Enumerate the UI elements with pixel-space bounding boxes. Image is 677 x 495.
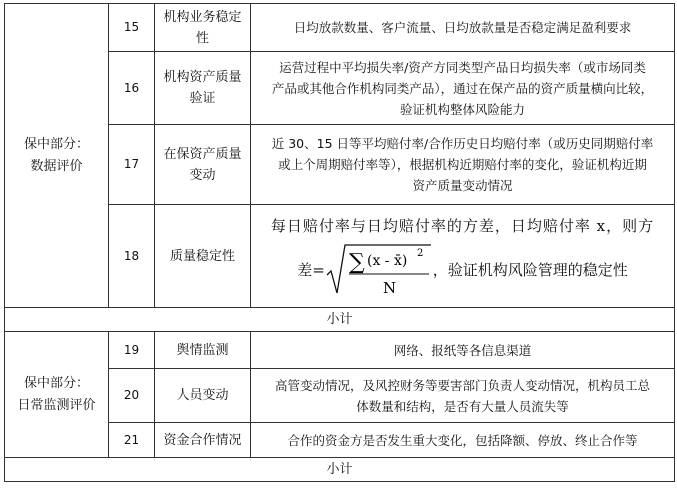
section-label-line: 日常监测评价 — [17, 397, 96, 413]
table-row — [5, 458, 675, 482]
criterion-cell: 人员变动 — [155, 369, 251, 423]
section-label-line: 保中部分： — [23, 136, 89, 152]
criterion-cell: 机构业务稳定性 — [155, 4, 251, 52]
description-line: 高管变动情况，及风控财务等要害部门负责人变动情况，机构员工总 — [274, 377, 650, 393]
table-row — [5, 4, 675, 52]
evaluation-table — [4, 3, 675, 482]
row-number: 17 — [109, 125, 155, 205]
subtotal-cell: 小计 — [5, 308, 675, 332]
description-line: 近 30、15 日等平均赔付率/合作历史日均赔付率（或历史同期赔付率 — [271, 136, 654, 151]
description-line: 产品或其他合作机构同类产品），通过在保产品的资产质量横向比较， — [271, 80, 654, 96]
criterion-cell: 质量稳定性 — [155, 205, 251, 308]
criterion-cell: 资金合作情况 — [155, 423, 251, 458]
row-number: 15 — [109, 4, 155, 52]
row-number: 21 — [109, 423, 155, 458]
section-label-daily-eval — [5, 332, 109, 458]
section-label-data-eval — [5, 4, 109, 308]
table-row — [5, 308, 675, 332]
sum-symbol: ∑ — [348, 250, 365, 275]
row-number: 20 — [109, 369, 155, 423]
description-line: 验证机构整体风险能力 — [399, 101, 525, 117]
description-cell-formula — [251, 205, 675, 308]
description-cell — [251, 52, 675, 125]
section-label-line: 数据评价 — [30, 158, 83, 174]
criterion-cell: 舆情监测 — [155, 332, 251, 369]
description-cell: 日均放款数量、客户流量、日均放款量是否稳定满足盈利要求 — [251, 4, 675, 52]
formula-prefix: 差= — [297, 260, 325, 279]
description-cell: 合作的资金方是否发生重大变化，包括降额、停放、终止合作等 — [251, 423, 675, 458]
formula-exponent: 2 — [416, 248, 424, 259]
description-line: 或上个周期赔付率等），根据机构近期赔付率的变化，验证机构近期 — [278, 157, 647, 172]
description-line: 每日赔付率与日均赔付率的方差，日均赔付率 x，则方 — [270, 217, 655, 235]
subtotal-cell: 小计 — [5, 458, 675, 482]
variance-formula — [255, 241, 670, 299]
row-number: 16 — [109, 52, 155, 125]
criterion-cell: 在保资产质量变动 — [155, 125, 251, 205]
description-line: 运营过程中平均损失率/资产方同类型产品日均损失率（或市场同类 — [279, 59, 646, 75]
description-line: 资产质量变动情况 — [412, 178, 513, 193]
description-cell: 网络、报纸等各信息渠道 — [251, 332, 675, 369]
row-number: 18 — [109, 205, 155, 308]
table-row — [5, 332, 675, 369]
description-cell — [251, 369, 675, 423]
criterion-cell: 机构资产质量验证 — [155, 52, 251, 125]
description-line: 体数量和结构，是否有大量人员流失等 — [356, 398, 569, 414]
description-cell — [251, 125, 675, 205]
formula-body: (x - x̄) — [366, 253, 408, 269]
formula-denominator: N — [382, 279, 396, 297]
row-number: 19 — [109, 332, 155, 369]
sqrt-formula-graphic — [325, 241, 433, 299]
section-label-line: 保中部分： — [23, 375, 89, 391]
formula-suffix: ，验证机构风险管理的稳定性 — [432, 260, 628, 279]
